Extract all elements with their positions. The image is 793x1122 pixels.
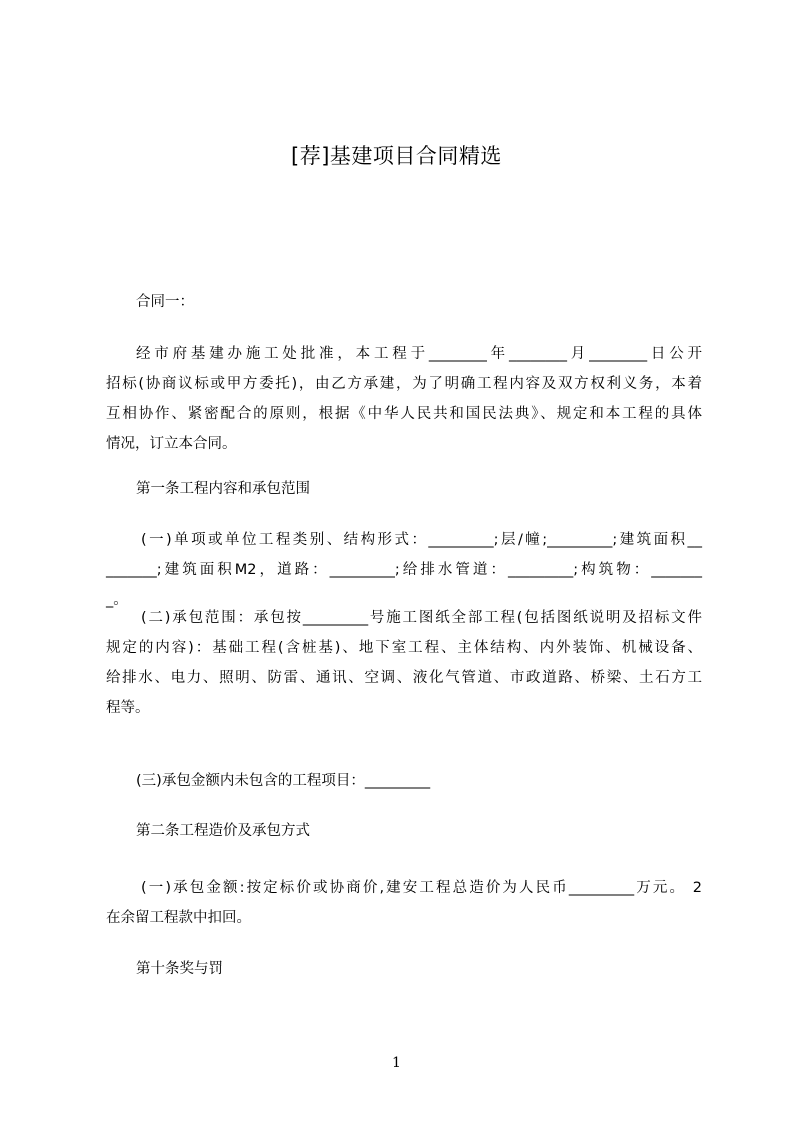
paragraph-line: (一)单项或单位工程类别、结构形式：_________;层/幢;_________;建筑面积__ (141, 532, 702, 548)
paragraph-line: (一)承包金额:按定标价或协商价,建安工程总造价为人民币_________万元。 2 (141, 880, 702, 896)
paragraph-line: 程等。 (106, 700, 150, 716)
page-number: 1 (392, 1055, 401, 1071)
document-title: [荐]基建项目合同精选 (291, 144, 502, 168)
paragraph-line: 给排水、电力、照明、防雷、通讯、空调、液化气管道、市政道路、桥梁、土石方工 (106, 670, 702, 686)
article-1-block (106, 474, 702, 504)
paragraph-line: 互相协作、紧密配合的原则，根据《中华人民共和国民法典》、规定和本工程的具体 (106, 406, 702, 422)
article-heading: 第十条奖与罚 (136, 961, 223, 977)
section-label: 合同一： (136, 294, 194, 310)
intro-paragraph (106, 339, 702, 459)
article-heading: 第二条工程造价及承包方式 (136, 823, 310, 839)
paragraph-line: _______;建筑面积M2，道路：_________;给排水管道：_________;构筑物：_______ (106, 562, 702, 578)
item-3-block (106, 766, 702, 796)
paragraph-line: 情况，订立本合同。 (106, 436, 237, 452)
paragraph-line: 经市府基建办施工处批准，本工程于________年________月________日公开 (136, 346, 702, 362)
item-1-paragraph (106, 525, 702, 615)
item-2-paragraph (106, 603, 702, 723)
paragraph-line: (三)承包金额内未包含的工程项目：_________ (136, 773, 431, 789)
paragraph-line: _。 (106, 592, 128, 608)
paragraph-line: 招标(协商议标或甲方委托)，由乙方承建，为了明确工程内容及双方权利义务，本着 (106, 376, 702, 392)
paragraph-line: (二)承包范围：承包按_________号施工图纸全部工程(包括图纸说明及招标文件 (141, 610, 702, 626)
article-2-block (106, 816, 702, 846)
paragraph-line: 在余留工程款中扣回。 (106, 910, 251, 926)
section-label-block (106, 287, 702, 317)
item-4-paragraph (106, 873, 702, 933)
paragraph-line: 规定的内容)：基础工程(含桩基)、地下室工程、主体结构、内外装饰、机械设备、 (106, 640, 702, 656)
article-heading: 第一条工程内容和承包范围 (136, 481, 310, 497)
article-10-block (106, 954, 702, 984)
